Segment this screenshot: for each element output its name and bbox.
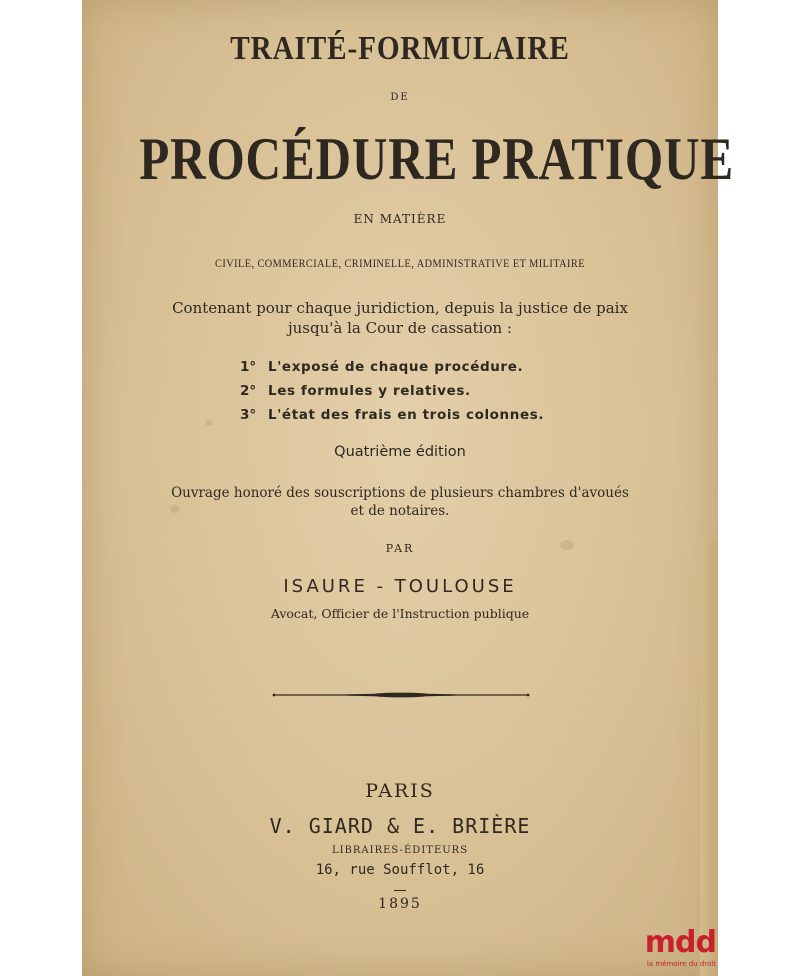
list-item [240, 403, 544, 427]
contents-list [240, 355, 544, 427]
honor-line-2: et de notaires. [350, 503, 450, 519]
item-text: L'état des frais en trois colonnes. [268, 407, 545, 423]
year-rule [394, 890, 406, 891]
item-number: 2° [240, 383, 257, 399]
title-line-1: TRAITÉ-FORMULAIRE [230, 30, 570, 67]
subtitle-fields: CIVILE, COMMERCIALE, CRIMINELLE, ADMINISTRATIVE ET MILITAIRE [215, 256, 585, 270]
paper-stain [205, 420, 213, 426]
publisher-address: 16, rue Soufflot, 16 [315, 862, 485, 878]
by-label: PAR [385, 542, 415, 555]
list-item [240, 379, 544, 403]
publication-year: 1895 [378, 896, 422, 912]
description-line-2: jusqu'à la Cour de cassation : [288, 319, 512, 337]
title-line-2: PROCÉDURE PRATIQUE [139, 126, 734, 192]
list-item [240, 355, 544, 379]
title-connector: DE [390, 92, 410, 103]
publisher-name: V. GIARD & E. BRIÈRE [269, 814, 531, 838]
item-number: 3° [240, 407, 257, 423]
author-name: ISAURE - TOULOUSE [283, 576, 517, 597]
item-text: Les formules y relatives. [268, 383, 471, 399]
description [82, 298, 718, 338]
publisher-role: LIBRAIRES-ÉDITEURS [331, 845, 469, 856]
item-text: L'exposé de chaque procédure. [268, 359, 524, 375]
logo-tagline: la mémoire du droit [646, 960, 716, 968]
ornament-divider-icon [272, 688, 530, 702]
honor-line-1: Ouvrage honoré des souscriptions de plusieurs chambres d'avoués [171, 485, 629, 501]
description-line-1: Contenant pour chaque juridiction, depuis la justice de paix [172, 299, 628, 317]
author-title: Avocat, Officier de l'Instruction publique [270, 606, 530, 621]
logo-mark: mdd [644, 925, 716, 960]
honor-note [82, 484, 718, 520]
edition-label: Quatrième édition [334, 444, 466, 460]
watermark-logo [632, 925, 722, 974]
item-number: 1° [240, 359, 257, 375]
subtitle-matiere: EN MATIÈRE [353, 212, 447, 226]
publisher-city: PARIS [365, 780, 435, 802]
